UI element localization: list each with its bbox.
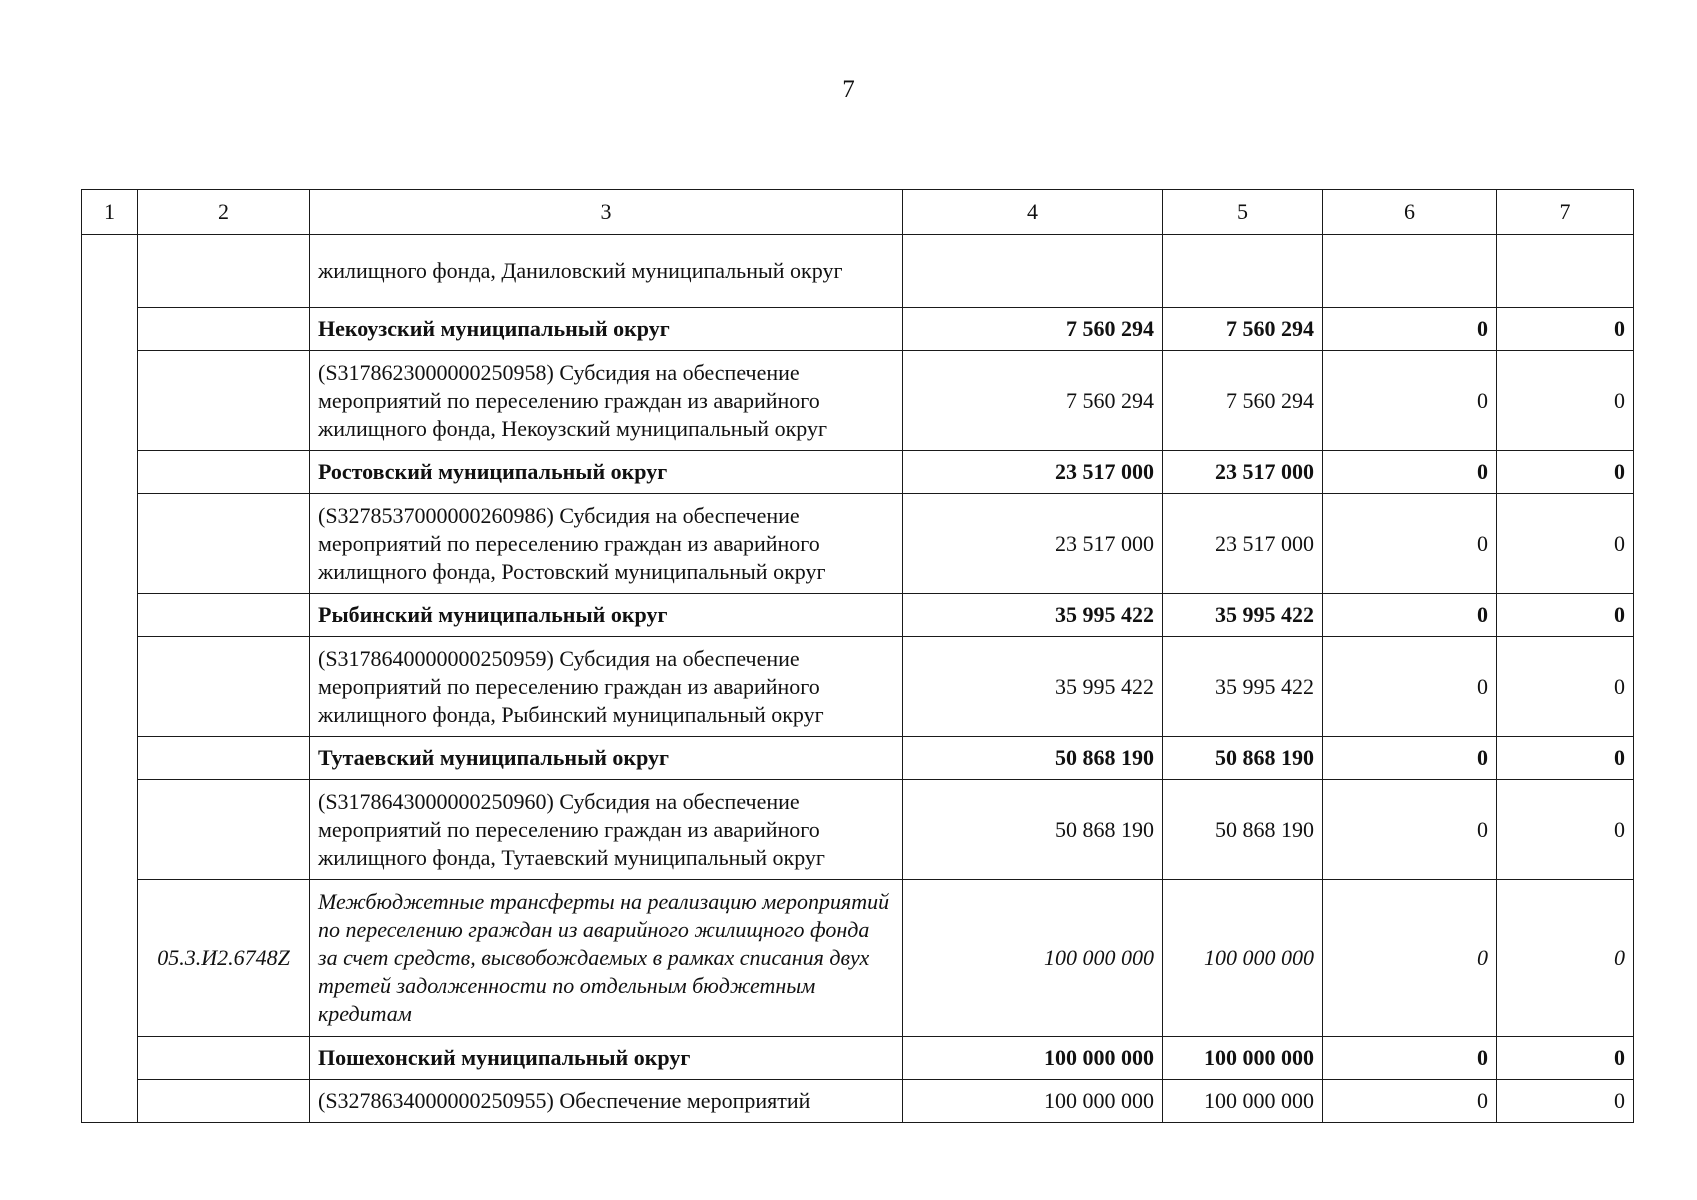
header-col-5: 5 [1163, 190, 1323, 235]
cell-col4: 100 000 000 [903, 880, 1163, 1037]
cell-col7: 0 [1497, 308, 1634, 351]
cell-col4: 7 560 294 [903, 308, 1163, 351]
cell-col7: 0 [1497, 737, 1634, 780]
cell-col5: 35 995 422 [1163, 637, 1323, 737]
cell-col6: 0 [1323, 594, 1497, 637]
header-col-1: 1 [82, 190, 138, 235]
cell-name: Ростовский муниципальный округ [310, 451, 903, 494]
table-row [82, 494, 1634, 594]
cell-col6 [1323, 235, 1497, 308]
table-row-district-total [82, 594, 1634, 637]
table-row [82, 637, 1634, 737]
cell-col5: 100 000 000 [1163, 880, 1323, 1037]
cell-col6: 0 [1323, 880, 1497, 1037]
cell-col4: 7 560 294 [903, 351, 1163, 451]
cell-name: (S3178640000000250959) Субсидия на обеспечение мероприятий по переселению граждан из аварийного жилищного фонда, Рыбинский муниципальный округ [310, 637, 903, 737]
table-row-district-total [82, 1037, 1634, 1080]
cell-name: Межбюджетные трансферты на реализацию мероприятий по переселению граждан из аварийного жилищного фонда за счет средств, высвобождаемых в рамках списания двух третей задолженности по отдельным бюджетным кредитам [310, 880, 903, 1037]
cell-code [138, 637, 310, 737]
header-col-7: 7 [1497, 190, 1634, 235]
cell-name: (S3178643000000250960) Субсидия на обеспечение мероприятий по переселению граждан из аварийного жилищного фонда, Тутаевский муниципальный округ [310, 780, 903, 880]
cell-col6: 0 [1323, 351, 1497, 451]
cell-col7: 0 [1497, 1037, 1634, 1080]
cell-col1-merged [82, 235, 138, 1123]
cell-col4 [903, 235, 1163, 308]
cell-code [138, 1037, 310, 1080]
cell-col5: 35 995 422 [1163, 594, 1323, 637]
cell-col6: 0 [1323, 494, 1497, 594]
cell-col7: 0 [1497, 594, 1634, 637]
cell-col4: 50 868 190 [903, 780, 1163, 880]
table-row-district-total [82, 308, 1634, 351]
cell-code [138, 351, 310, 451]
cell-name: (S3178623000000250958) Субсидия на обеспечение мероприятий по переселению граждан из аварийного жилищного фонда, Некоузский муниципальный округ [310, 351, 903, 451]
cell-col5: 23 517 000 [1163, 451, 1323, 494]
page-number: 7 [842, 76, 855, 103]
cell-col7: 0 [1497, 637, 1634, 737]
cell-col4: 35 995 422 [903, 637, 1163, 737]
cell-name: (S3278537000000260986) Субсидия на обеспечение мероприятий по переселению граждан из аварийного жилищного фонда, Ростовский муниципальный округ [310, 494, 903, 594]
cell-name: Пошехонский муниципальный округ [310, 1037, 903, 1080]
table-row [82, 780, 1634, 880]
cell-col5: 7 560 294 [1163, 308, 1323, 351]
cell-col5: 50 868 190 [1163, 780, 1323, 880]
header-col-6: 6 [1323, 190, 1497, 235]
cell-code: 05.3.И2.6748Z [138, 880, 310, 1037]
cell-code [138, 494, 310, 594]
header-col-4: 4 [903, 190, 1163, 235]
cell-code [138, 737, 310, 780]
cell-col7: 0 [1497, 1080, 1634, 1123]
table-row [82, 1080, 1634, 1123]
cell-col5 [1163, 235, 1323, 308]
header-row [82, 190, 1634, 235]
cell-name: жилищного фонда, Даниловский муниципальный округ [310, 235, 903, 308]
cell-name: Тутаевский муниципальный округ [310, 737, 903, 780]
cell-code [138, 235, 310, 308]
cell-name: (S3278634000000250955) Обеспечение мероприятий [310, 1080, 903, 1123]
budget-table [81, 189, 1634, 1123]
cell-col7: 0 [1497, 451, 1634, 494]
cell-code [138, 594, 310, 637]
header-col-3: 3 [310, 190, 903, 235]
cell-col4: 100 000 000 [903, 1037, 1163, 1080]
table-row [82, 235, 1634, 308]
cell-col6: 0 [1323, 780, 1497, 880]
cell-col7 [1497, 235, 1634, 308]
cell-code [138, 308, 310, 351]
cell-col4: 50 868 190 [903, 737, 1163, 780]
cell-col6: 0 [1323, 451, 1497, 494]
cell-col4: 100 000 000 [903, 1080, 1163, 1123]
cell-col7: 0 [1497, 351, 1634, 451]
cell-col4: 23 517 000 [903, 451, 1163, 494]
table-row [82, 351, 1634, 451]
cell-name: Рыбинский муниципальный округ [310, 594, 903, 637]
table-row-district-total [82, 737, 1634, 780]
cell-col6: 0 [1323, 1037, 1497, 1080]
cell-name: Некоузский муниципальный округ [310, 308, 903, 351]
cell-col5: 100 000 000 [1163, 1037, 1323, 1080]
cell-col4: 35 995 422 [903, 594, 1163, 637]
cell-col7: 0 [1497, 780, 1634, 880]
cell-col7: 0 [1497, 880, 1634, 1037]
cell-col6: 0 [1323, 308, 1497, 351]
table-row-district-total [82, 451, 1634, 494]
cell-code [138, 1080, 310, 1123]
cell-col6: 0 [1323, 1080, 1497, 1123]
cell-col6: 0 [1323, 737, 1497, 780]
cell-col5: 50 868 190 [1163, 737, 1323, 780]
cell-col4: 23 517 000 [903, 494, 1163, 594]
cell-col5: 100 000 000 [1163, 1080, 1323, 1123]
cell-col6: 0 [1323, 637, 1497, 737]
cell-code [138, 451, 310, 494]
cell-col5: 7 560 294 [1163, 351, 1323, 451]
header-col-2: 2 [138, 190, 310, 235]
cell-code [138, 780, 310, 880]
table-row-transfer [82, 880, 1634, 1037]
cell-col7: 0 [1497, 494, 1634, 594]
cell-col5: 23 517 000 [1163, 494, 1323, 594]
